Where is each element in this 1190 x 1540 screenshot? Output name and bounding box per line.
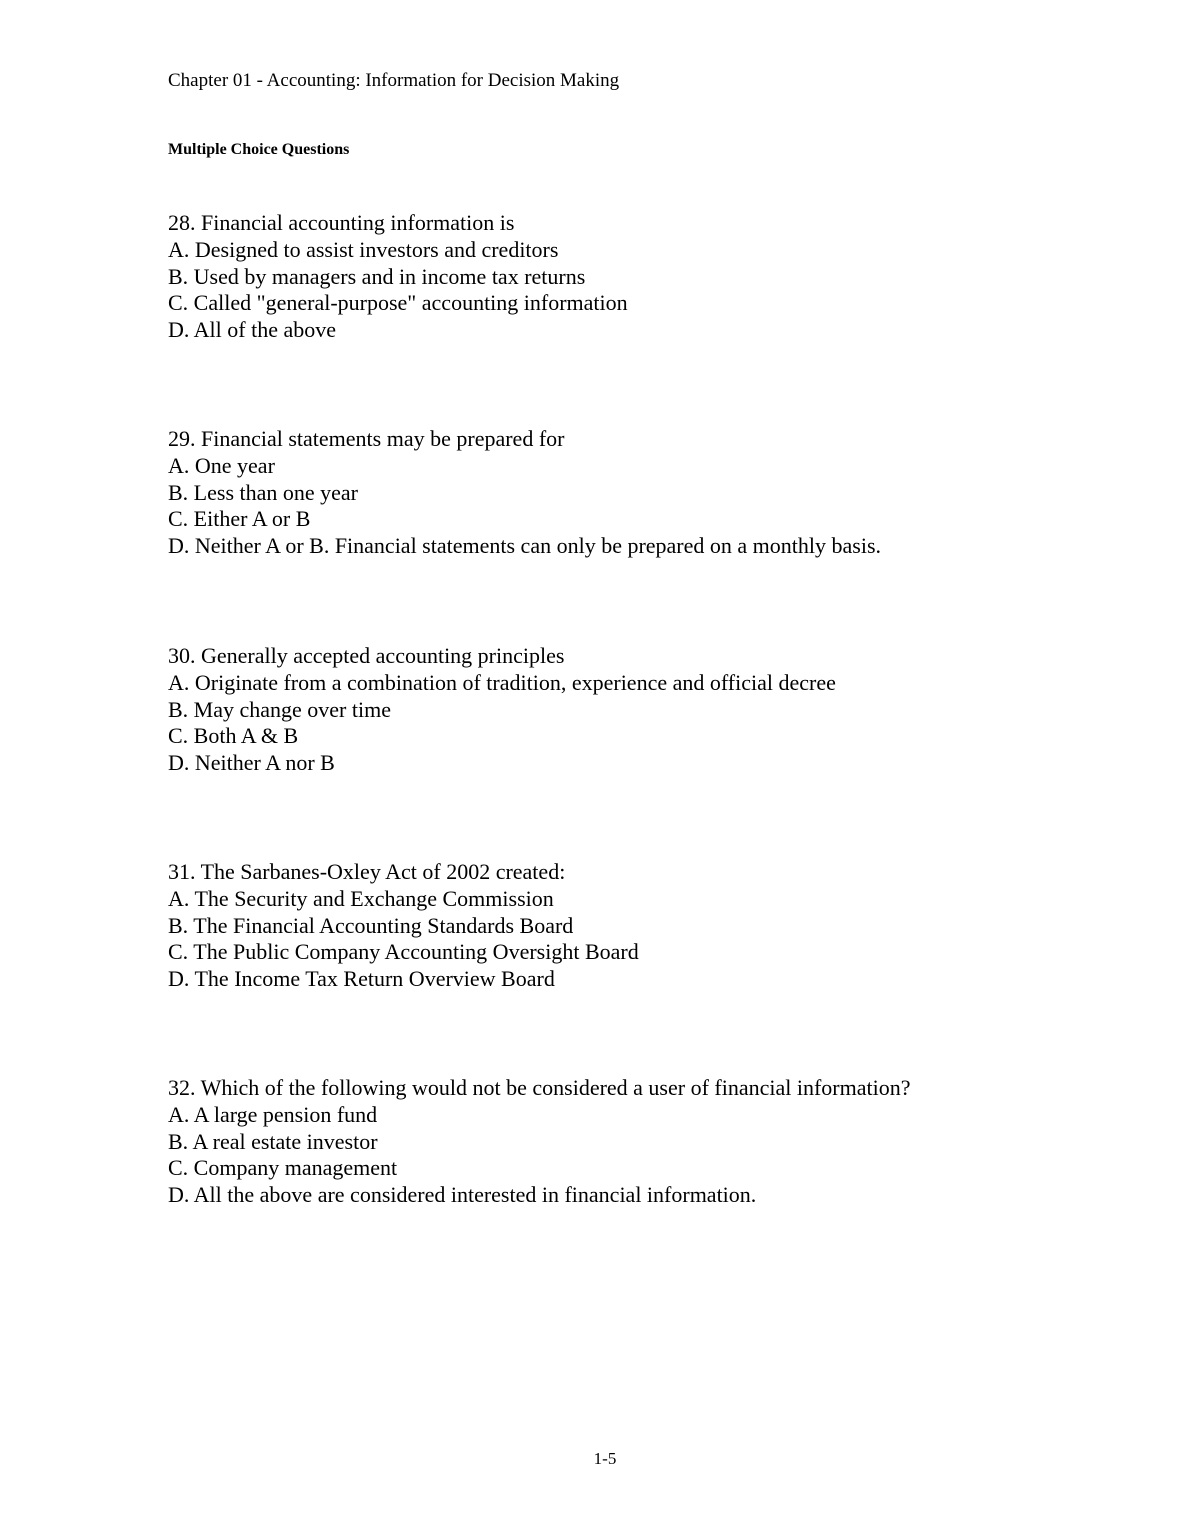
- answer-option: A. A large pension fund: [168, 1101, 378, 1127]
- question-block: [168, 210, 628, 344]
- answer-option: C. The Public Company Accounting Oversight Board: [168, 939, 639, 965]
- page-number: 1-5: [593, 1449, 617, 1468]
- question-block: [168, 643, 836, 777]
- answer-option: B. May change over time: [168, 696, 391, 722]
- answer-option: D. Neither A or B. Financial statements can only be prepared on a monthly basis.: [168, 533, 882, 559]
- answer-option: D. Neither A nor B: [168, 750, 335, 776]
- question-block: [168, 859, 639, 993]
- answer-option: A. Designed to assist investors and creditors: [168, 236, 559, 262]
- question-stem: 30. Generally accepted accounting principles: [168, 643, 565, 668]
- answer-option: B. The Financial Accounting Standards Board: [168, 912, 574, 938]
- question-stem: 31. The Sarbanes-Oxley Act of 2002 created:: [168, 859, 566, 884]
- answer-option: A. One year: [168, 452, 275, 478]
- answer-option: B. A real estate investor: [168, 1128, 378, 1154]
- chapter-header: Chapter 01 - Accounting: Information for Decision Making: [168, 70, 620, 91]
- answer-option: C. Called "general-purpose" accounting information: [168, 290, 628, 316]
- section-title: Multiple Choice Questions: [168, 141, 350, 158]
- answer-option: D. All of the above: [168, 317, 337, 343]
- question-block: [168, 1075, 911, 1209]
- answer-option: B. Used by managers and in income tax returns: [168, 263, 586, 289]
- answer-option: D. All the above are considered interested in financial information.: [168, 1182, 757, 1208]
- question-stem: 28. Financial accounting information is: [168, 210, 515, 235]
- answer-option: D. The Income Tax Return Overview Board: [168, 966, 555, 992]
- answer-option: C. Both A & B: [168, 723, 299, 749]
- question-block: [168, 426, 881, 560]
- answer-option: C. Either A or B: [168, 506, 311, 532]
- answer-option: C. Company management: [168, 1155, 398, 1181]
- answer-option: A. Originate from a combination of tradition, experience and official decree: [168, 669, 836, 695]
- answer-option: A. The Security and Exchange Commission: [168, 885, 554, 911]
- answer-option: B. Less than one year: [168, 479, 358, 505]
- question-stem: 32. Which of the following would not be considered a user of financial information?: [168, 1075, 911, 1100]
- question-stem: 29. Financial statements may be prepared for: [168, 426, 565, 451]
